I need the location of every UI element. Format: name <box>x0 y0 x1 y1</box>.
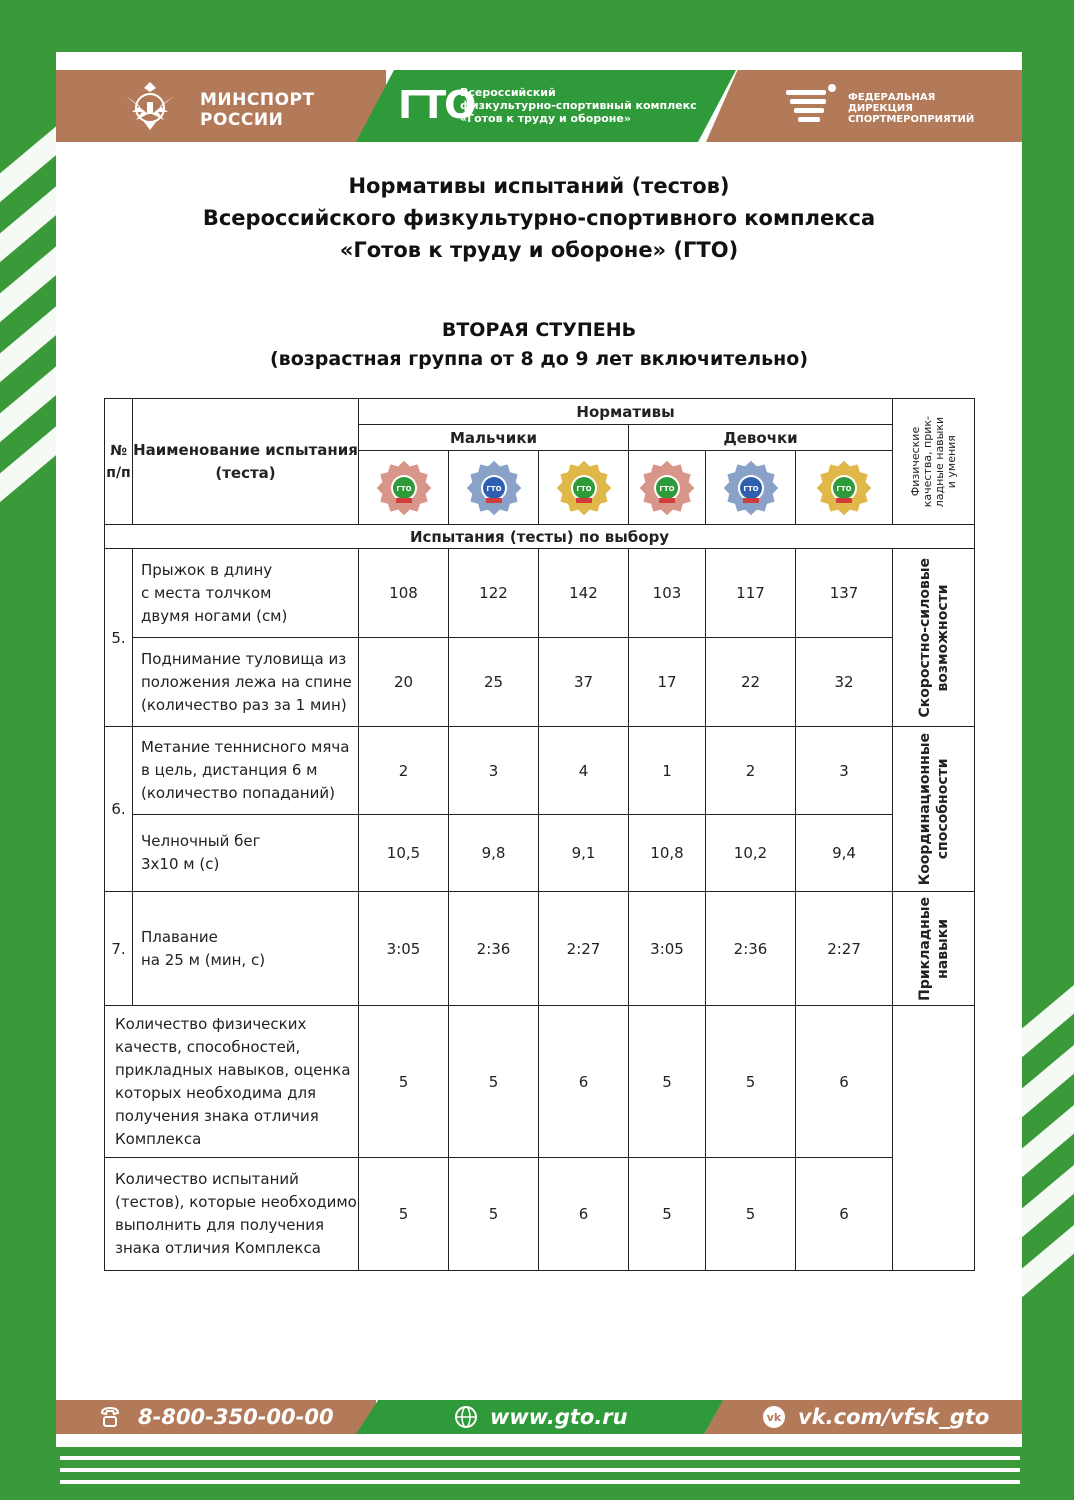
summary-value: 5 <box>449 1006 539 1158</box>
gto-badge-cell <box>706 451 796 525</box>
page-title: Нормативы испытаний (тестов) Всероссийского физкультурно-спортивного комплекса «Готов к труду и обороне» (ГТО) <box>202 174 876 262</box>
gto-logo: ГТО <box>398 83 475 127</box>
vk-icon <box>762 1405 786 1429</box>
quality-label: Координационные способности <box>893 727 975 892</box>
norm-value: 3 <box>796 727 893 815</box>
norm-value: 10,8 <box>629 815 706 892</box>
girls-header: Девочки <box>629 425 893 451</box>
gto-badge-icon <box>814 458 874 518</box>
norm-value: 2:27 <box>539 892 629 1006</box>
empty-cell <box>893 1006 975 1271</box>
header-band <box>56 70 1022 142</box>
norms-table <box>104 398 975 1271</box>
col-name-header: Наименование испытания (теста) <box>133 399 359 525</box>
norm-value: 10,5 <box>359 815 449 892</box>
gto-badge-cell <box>796 451 893 525</box>
globe-icon <box>454 1405 478 1429</box>
norm-value: 25 <box>449 638 539 727</box>
summary-label: Количество физических качеств, способностей, прикладных навыков, оценка которых необходима для получения знака отличия Комплекса <box>105 1006 359 1158</box>
summary-value: 5 <box>359 1006 449 1158</box>
background-bottom-arcs <box>0 1450 1074 1500</box>
norm-value: 22 <box>706 638 796 727</box>
quality-label: Прикладные навыки <box>893 892 975 1006</box>
fdsm-logo-icon <box>784 82 838 128</box>
summary-value: 5 <box>706 1006 796 1158</box>
summary-label: Количество испытаний (тестов), которые необходимо выполнить для получения знака отличия Комплекса <box>105 1158 359 1271</box>
summary-value: 6 <box>796 1158 893 1271</box>
norm-value: 142 <box>539 549 629 638</box>
col-qualities-header: Физические качества, прик- ладные навыки и умения <box>893 399 975 525</box>
norm-value: 103 <box>629 549 706 638</box>
gto-badge-icon <box>554 458 614 518</box>
summary-value: 6 <box>539 1006 629 1158</box>
summary-value: 5 <box>359 1158 449 1271</box>
norm-value: 2:36 <box>706 892 796 1006</box>
summary-value: 5 <box>449 1158 539 1271</box>
badge-label: ГТО <box>485 484 502 493</box>
col-number-header: № п/п <box>105 399 133 525</box>
gto-badge-icon <box>374 458 434 518</box>
norm-value: 37 <box>539 638 629 727</box>
stage-subtitle: ВТОРАЯ СТУПЕНЬ (возрастная группа от 8 до 9 лет включительно) <box>269 319 808 370</box>
minsport-title: МИНСПОРТ РОССИИ <box>200 90 315 130</box>
gto-badge-icon <box>464 458 524 518</box>
norm-value: 2 <box>706 727 796 815</box>
gto-complex-caption: Всероссийский физкультурно-спортивный комплекс «Готов к труду и обороне» <box>460 86 697 125</box>
test-name: Челночный бег 3х10 м (с) <box>133 815 359 892</box>
document-sheet <box>56 52 1022 1447</box>
badge-label: ГТО <box>395 484 412 493</box>
vk-link[interactable]: vk.com/vfsk_gto <box>798 1405 990 1429</box>
gto-badge-icon <box>721 458 781 518</box>
gto-badge-icon <box>637 458 697 518</box>
phone-icon <box>98 1405 122 1429</box>
norm-value: 17 <box>629 638 706 727</box>
norm-value: 3:05 <box>629 892 706 1006</box>
summary-value: 6 <box>796 1006 893 1158</box>
fdsm-caption: ФЕДЕРАЛЬНАЯ ДИРЕКЦИЯ СПОРТМЕРОПРИЯТИЙ <box>848 92 975 125</box>
test-name: Плавание на 25 м (мин, с) <box>133 892 359 1006</box>
norm-value: 137 <box>796 549 893 638</box>
norm-value: 4 <box>539 727 629 815</box>
boys-header: Мальчики <box>359 425 629 451</box>
test-name: Прыжок в длину с места толчком двумя ногами (см) <box>133 549 359 638</box>
badge-label: ГТО <box>742 484 759 493</box>
badge-label: ГТО <box>659 484 675 493</box>
gto-badge-cell <box>359 451 449 525</box>
gto-badge-cell <box>539 451 629 525</box>
summary-value: 6 <box>539 1158 629 1271</box>
gto-badge-cell <box>629 451 706 525</box>
norm-value: 2:27 <box>796 892 893 1006</box>
norm-value: 9,1 <box>539 815 629 892</box>
norm-value: 9,8 <box>449 815 539 892</box>
norm-value: 2 <box>359 727 449 815</box>
gto-badge-cell <box>449 451 539 525</box>
norm-value: 2:36 <box>449 892 539 1006</box>
summary-value: 5 <box>629 1006 706 1158</box>
section-header: Испытания (тесты) по выбору <box>105 525 975 549</box>
svg-text:vk: vk <box>766 1411 782 1424</box>
website-link[interactable]: www.gto.ru <box>490 1405 628 1429</box>
norm-value: 20 <box>359 638 449 727</box>
test-name: Метание теннисного мяча в цель, дистанция 6 м (количество попаданий) <box>133 727 359 815</box>
norm-value: 3:05 <box>359 892 449 1006</box>
badge-label: ГТО <box>836 484 852 493</box>
norms-header: Нормативы <box>359 399 893 425</box>
norm-value: 10,2 <box>706 815 796 892</box>
quality-label: Скоростно-силовые возможности <box>893 549 975 727</box>
norm-value: 32 <box>796 638 893 727</box>
footer-band <box>56 1400 1022 1434</box>
summary-value: 5 <box>629 1158 706 1271</box>
norm-value: 1 <box>629 727 706 815</box>
norm-value: 9,4 <box>796 815 893 892</box>
summary-value: 5 <box>706 1158 796 1271</box>
norm-value: 3 <box>449 727 539 815</box>
phone-number[interactable]: 8-800-350-00-00 <box>138 1405 334 1429</box>
eagle-emblem-icon <box>122 82 178 132</box>
test-name: Поднимание туловища из положения лежа на спине (количество раз за 1 мин) <box>133 638 359 727</box>
group-number: 7. <box>105 892 133 1006</box>
badge-label: ГТО <box>575 484 592 493</box>
norm-value: 117 <box>706 549 796 638</box>
norm-value: 108 <box>359 549 449 638</box>
norm-value: 122 <box>449 549 539 638</box>
group-number: 6. <box>105 727 133 892</box>
group-number: 5. <box>105 549 133 727</box>
